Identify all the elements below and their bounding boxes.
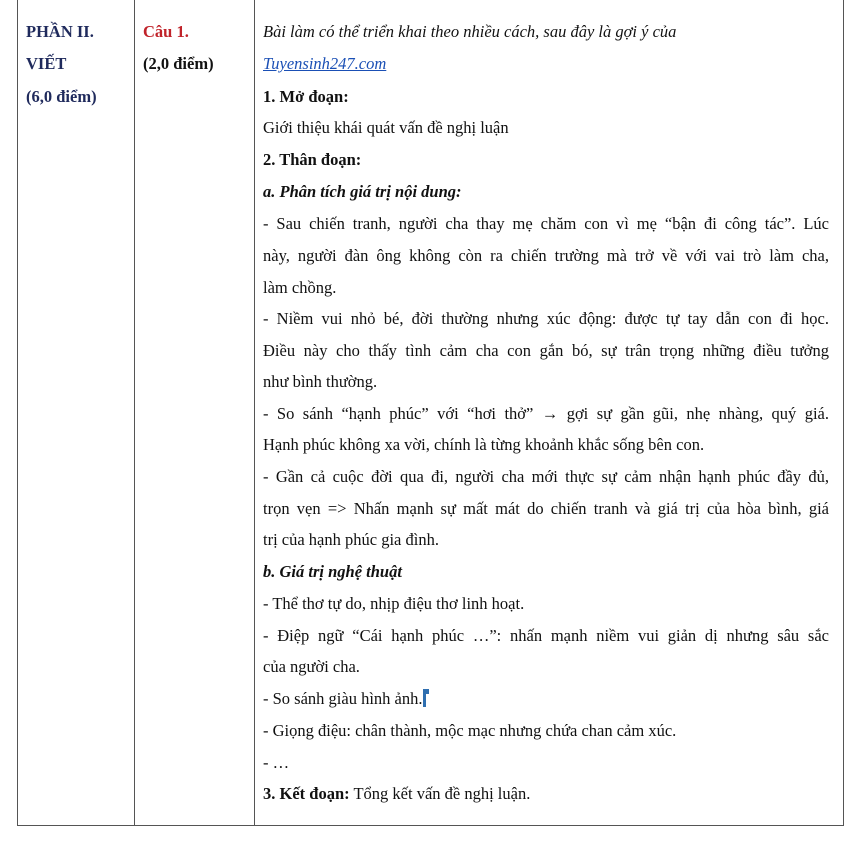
- section-title: PHẦN II.: [26, 22, 94, 41]
- nghe-thuat-heading: b. Giá trị nghệ thuật: [263, 562, 402, 581]
- p1-line1: - Sau chiến tranh, người cha thay mẹ chăm con vì mẹ “bận đi công tác”. Lúc: [263, 214, 829, 233]
- n2-line1: - Điệp ngữ “Cái hạnh phúc …”: nhấn mạnh niềm vui giản dị nhưng sâu sắc: [263, 626, 829, 645]
- ket-doan-heading: 3. Kết đoạn:: [263, 784, 350, 803]
- p4-line3: trị của hạnh phúc gia đình.: [263, 530, 439, 549]
- answer-cell: [255, 0, 843, 825]
- p1-line3: làm chồng.: [263, 278, 337, 297]
- n5-text: - …: [263, 753, 290, 772]
- section-points: (6,0 điểm): [26, 87, 97, 106]
- p2-line2: Điều này cho thấy tình cảm cha con gắn bó, sự trân trọng những điều tưởng: [263, 341, 829, 360]
- n3-text: - So sánh giàu hình ảnh.: [263, 689, 423, 708]
- n4-text: - Giọng điệu: chân thành, mộc mạc nhưng chứa chan cảm xúc.: [263, 721, 677, 740]
- p3-line1: - So sánh “hạnh phúc” với “hơi thở” → gợi sự gần gũi, nhẹ nhàng, quý giá.: [263, 404, 829, 423]
- source-link[interactable]: Tuyensinh247.com: [263, 54, 387, 73]
- intro-text: Bài làm có thể triển khai theo nhiều cách, sau đây là gợi ý của: [263, 22, 677, 41]
- question-cell: [135, 0, 255, 825]
- answer-table: [17, 0, 844, 826]
- than-doan-heading: 2. Thân đoạn:: [263, 150, 362, 169]
- p2-line1: - Niềm vui nhỏ bé, đời thường nhưng xúc động: được tự tay dẫn con đi học.: [263, 309, 829, 328]
- mo-doan-text: Giới thiệu khái quát vấn đề nghị luận: [263, 118, 509, 137]
- mo-doan-heading: 1. Mở đoạn:: [263, 87, 349, 106]
- question-label: Câu 1.: [143, 22, 189, 41]
- question-points: (2,0 điểm): [143, 54, 214, 73]
- section-subtitle: VIẾT: [26, 54, 67, 73]
- n2-line2: của người cha.: [263, 657, 360, 676]
- noi-dung-heading: a. Phân tích giá trị nội dung:: [263, 182, 462, 201]
- p4-line1: - Gần cả cuộc đời qua đi, người cha mới thực sự cảm nhận hạnh phúc đầy đủ,: [263, 467, 829, 486]
- ket-doan-line: [263, 784, 829, 804]
- p4-line2: trọn vẹn => Nhấn mạnh sự mất mát do chiến tranh và giá trị của hòa bình, giá: [263, 499, 829, 518]
- p2-line3: như bình thường.: [263, 372, 378, 391]
- section-cell: [18, 0, 135, 825]
- n3-line: [263, 689, 829, 709]
- text-cursor-icon: [423, 689, 426, 707]
- n1-text: - Thể thơ tự do, nhịp điệu thơ linh hoạt.: [263, 594, 525, 613]
- p1-line2: này, người đàn ông không còn ra chiến trường mà trở về với vai trò làm cha,: [263, 246, 829, 265]
- ket-doan-text: Tổng kết vấn đề nghị luận.: [349, 784, 531, 803]
- p3-line2: Hạnh phúc không xa vời, chính là từng khoảnh khắc sống bên con.: [263, 435, 705, 454]
